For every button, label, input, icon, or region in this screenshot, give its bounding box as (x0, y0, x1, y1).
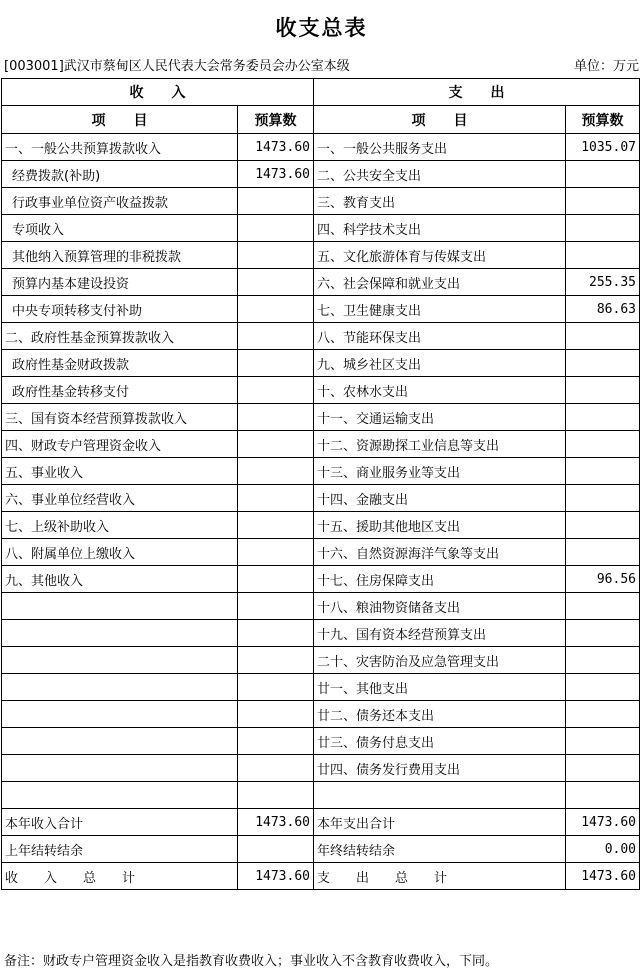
income-item-cell (2, 701, 238, 728)
income-budget-cell (238, 539, 314, 566)
expense-item-cell: 十四、金融支出 (314, 485, 566, 512)
table-row (2, 701, 640, 728)
table-row (2, 728, 640, 755)
income-item-cell: 经费拨款(补助) (2, 161, 238, 188)
expense-item-cell: 十七、住房保障支出 (314, 566, 566, 593)
expense-item-cell: 十三、商业服务业等支出 (314, 458, 566, 485)
expense-budget-cell (566, 593, 640, 620)
income-budget-cell (238, 647, 314, 674)
table-row (2, 512, 640, 539)
organization-name: [003001]武汉市蔡甸区人民代表大会常务委员会办公室本级 (4, 59, 350, 74)
expense-item-cell: 廿四、债务发行费用支出 (314, 755, 566, 782)
table-row (2, 566, 640, 593)
income-budget-cell (238, 215, 314, 242)
income-item-cell: 政府性基金转移支付 (2, 377, 238, 404)
income-budget-cell (238, 377, 314, 404)
expense-budget-cell (566, 782, 640, 809)
expense-budget-cell: 255.35 (566, 269, 640, 296)
expense-budget-column-header: 预算数 (566, 106, 640, 134)
expense-item-cell: 二十、灾害防治及应急管理支出 (314, 647, 566, 674)
income-budget-cell (238, 782, 314, 809)
expense-item-cell: 九、城乡社区支出 (314, 350, 566, 377)
column-header-row (2, 106, 640, 134)
expense-budget-cell (566, 431, 640, 458)
income-budget-cell (238, 566, 314, 593)
expense-item-cell: 四、科学技术支出 (314, 215, 566, 242)
table-row (2, 404, 640, 431)
expense-budget-cell: 96.56 (566, 566, 640, 593)
income-item-cell (2, 593, 238, 620)
expense-item-cell: 廿三、债务付息支出 (314, 728, 566, 755)
expense-item-cell: 五、文化旅游体育与传媒支出 (314, 242, 566, 269)
income-item-cell: 专项收入 (2, 215, 238, 242)
expense-item-cell: 二、公共安全支出 (314, 161, 566, 188)
income-item-cell: 中央专项转移支付补助 (2, 296, 238, 323)
expense-budget-cell: 1473.60 (566, 863, 640, 890)
income-item-cell (2, 755, 238, 782)
income-budget-cell: 1473.60 (238, 161, 314, 188)
page-title: 收支总表 (275, 16, 368, 40)
income-budget-column-header: 预算数 (238, 106, 314, 134)
income-item-cell: 六、事业单位经营收入 (2, 485, 238, 512)
table-row (2, 215, 640, 242)
expense-budget-cell (566, 377, 640, 404)
table-row (2, 782, 640, 809)
table-row (2, 188, 640, 215)
expense-item-cell: 三、教育支出 (314, 188, 566, 215)
footnote: 备注：财政专户管理资金收入是指教育收费收入；事业收入不含教育收费收入，下同。 (4, 954, 499, 969)
income-budget-cell (238, 755, 314, 782)
expense-budget-cell (566, 242, 640, 269)
expense-item-cell: 支 出 总 计 (314, 863, 566, 890)
income-item-cell: 收 入 总 计 (2, 863, 238, 890)
table-row (2, 161, 640, 188)
income-budget-cell (238, 350, 314, 377)
expense-item-cell (314, 782, 566, 809)
expense-item-cell: 十、农林水支出 (314, 377, 566, 404)
table-row (2, 620, 640, 647)
expense-item-cell: 廿一、其他支出 (314, 674, 566, 701)
income-item-cell: 一、一般公共预算拨款收入 (2, 134, 238, 161)
income-budget-cell: 1473.60 (238, 134, 314, 161)
income-item-cell: 八、附属单位上缴收入 (2, 539, 238, 566)
expense-item-cell: 十二、资源勘探工业信息等支出 (314, 431, 566, 458)
income-item-cell (2, 674, 238, 701)
expense-budget-cell (566, 404, 640, 431)
table-row (2, 809, 640, 836)
income-item-cell: 政府性基金财政拨款 (2, 350, 238, 377)
expense-budget-cell (566, 323, 640, 350)
income-budget-cell (238, 431, 314, 458)
expense-item-cell: 本年支出合计 (314, 809, 566, 836)
expense-budget-cell (566, 188, 640, 215)
table-row (2, 539, 640, 566)
income-item-cell: 九、其他收入 (2, 566, 238, 593)
expense-budget-cell: 1473.60 (566, 809, 640, 836)
expense-budget-cell: 1035.07 (566, 134, 640, 161)
table-row (2, 485, 640, 512)
income-budget-cell (238, 836, 314, 863)
expense-budget-cell (566, 350, 640, 377)
expense-item-cell: 十五、援助其他地区支出 (314, 512, 566, 539)
expense-budget-cell (566, 647, 640, 674)
expense-budget-cell (566, 755, 640, 782)
expense-item-cell: 六、社会保障和就业支出 (314, 269, 566, 296)
income-item-cell: 上年结转结余 (2, 836, 238, 863)
income-item-cell: 七、上级补助收入 (2, 512, 238, 539)
income-budget-cell (238, 674, 314, 701)
income-budget-cell (238, 701, 314, 728)
table-row (2, 647, 640, 674)
unit-label: 单位：万元 (573, 59, 639, 74)
income-item-cell: 预算内基本建设投资 (2, 269, 238, 296)
table-row (2, 134, 640, 161)
expense-item-cell: 十九、国有资本经营预算支出 (314, 620, 566, 647)
income-budget-cell (238, 512, 314, 539)
budget-summary-table (1, 78, 640, 890)
income-budget-cell (238, 242, 314, 269)
income-item-cell (2, 647, 238, 674)
income-item-cell (2, 782, 238, 809)
expense-budget-cell: 86.63 (566, 296, 640, 323)
table-row (2, 458, 640, 485)
table-row (2, 350, 640, 377)
income-item-cell: 二、政府性基金预算拨款收入 (2, 323, 238, 350)
income-budget-cell: 1473.60 (238, 863, 314, 890)
table-row (2, 242, 640, 269)
table-row (2, 593, 640, 620)
income-item-cell: 本年收入合计 (2, 809, 238, 836)
income-item-cell (2, 620, 238, 647)
table-row (2, 755, 640, 782)
income-budget-cell: 1473.60 (238, 809, 314, 836)
income-budget-cell (238, 404, 314, 431)
income-budget-cell (238, 485, 314, 512)
table-row (2, 863, 640, 890)
income-item-cell: 五、事业收入 (2, 458, 238, 485)
expense-item-cell: 七、卫生健康支出 (314, 296, 566, 323)
expense-budget-cell (566, 485, 640, 512)
income-budget-cell (238, 296, 314, 323)
expense-budget-cell (566, 215, 640, 242)
expense-budget-cell (566, 728, 640, 755)
income-item-column-header: 项 目 (2, 106, 238, 134)
expense-budget-cell (566, 512, 640, 539)
income-item-cell: 三、国有资本经营预算拨款收入 (2, 404, 238, 431)
income-item-cell (2, 728, 238, 755)
expense-budget-cell (566, 458, 640, 485)
income-budget-cell (238, 593, 314, 620)
table-row (2, 377, 640, 404)
income-budget-cell (238, 728, 314, 755)
expense-budget-cell (566, 701, 640, 728)
income-header: 收 入 (2, 79, 314, 106)
table-row (2, 323, 640, 350)
expense-item-cell: 十八、粮油物资储备支出 (314, 593, 566, 620)
expense-budget-cell (566, 674, 640, 701)
expense-header: 支 出 (314, 79, 640, 106)
income-item-cell: 行政事业单位资产收益拨款 (2, 188, 238, 215)
table-row (2, 674, 640, 701)
expense-budget-cell (566, 539, 640, 566)
income-budget-cell (238, 458, 314, 485)
income-item-cell: 四、财政专户管理资金收入 (2, 431, 238, 458)
income-budget-cell (238, 323, 314, 350)
expense-item-cell: 十一、交通运输支出 (314, 404, 566, 431)
income-budget-cell (238, 620, 314, 647)
expense-item-column-header: 项 目 (314, 106, 566, 134)
expense-item-cell: 廿二、债务还本支出 (314, 701, 566, 728)
expense-budget-cell (566, 161, 640, 188)
table-row (2, 296, 640, 323)
expense-item-cell: 十六、自然资源海洋气象等支出 (314, 539, 566, 566)
income-budget-cell (238, 269, 314, 296)
expense-item-cell: 一、一般公共服务支出 (314, 134, 566, 161)
section-header-row (2, 79, 640, 106)
expense-budget-cell: 0.00 (566, 836, 640, 863)
income-budget-cell (238, 188, 314, 215)
table-row (2, 836, 640, 863)
expense-item-cell: 年终结转结余 (314, 836, 566, 863)
table-row (2, 269, 640, 296)
table-row (2, 431, 640, 458)
expense-budget-cell (566, 620, 640, 647)
income-item-cell: 其他纳入预算管理的非税拨款 (2, 242, 238, 269)
expense-item-cell: 八、节能环保支出 (314, 323, 566, 350)
